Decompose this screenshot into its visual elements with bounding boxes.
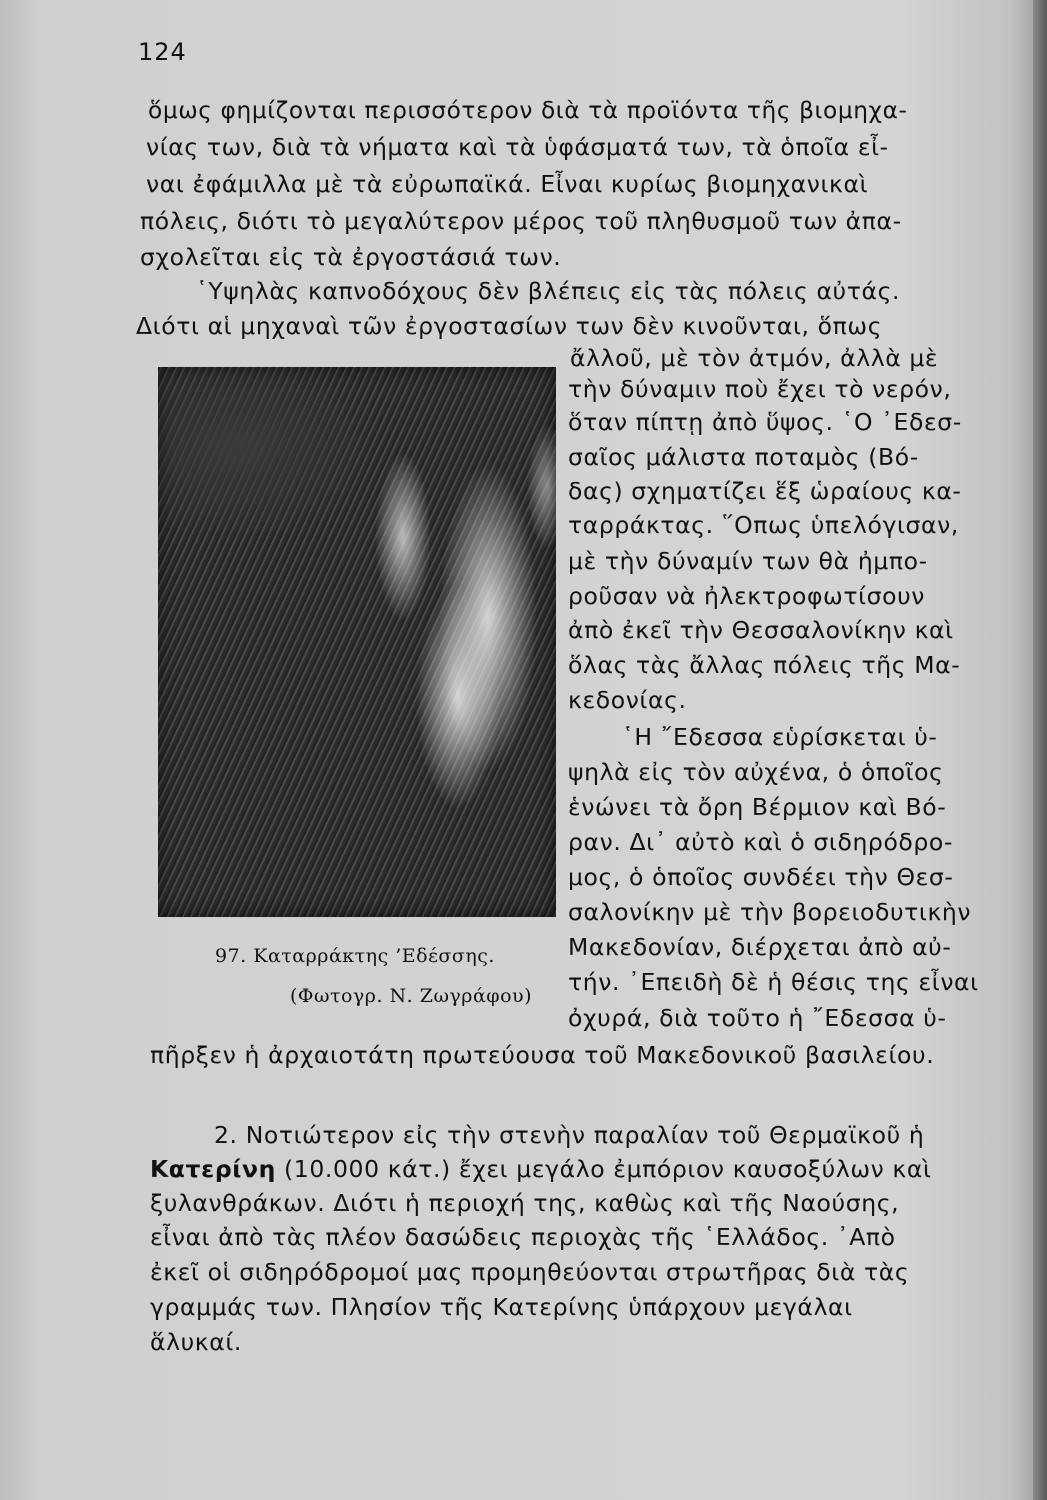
paragraph3-column-line: ῾Η ῎Εδεσσα εὑρίσκεται ὑ- (622, 723, 938, 751)
paragraph4-line-rest: (10.000 κάτ.) ἔχει μεγάλο ἐμπόριον καυσοξύλων καὶ (275, 1155, 932, 1183)
paragraph2-line: Διότι αἱ μηχαναὶ τῶν ἐργοστασίων των δὲν κινοῦνται, ὅπως (136, 312, 883, 340)
paragraph2-column-line: σαῖος μάλιστα ποταμὸς (Βό- (568, 443, 919, 471)
paragraph4-line: εἶναι ἀπὸ τὰς πλέον δασώδεις περιοχὰς τῆς ῾Ελλάδος. ᾿Απὸ (150, 1223, 896, 1251)
paragraph2-line: ῾Υψηλὰς καπνοδόχους δὲν βλέπεις εἰς τὰς πόλεις αὐτάς. (196, 277, 901, 305)
paragraph2-column-line: ἄλλοῦ, μὲ τὸν ἀτμόν, ἀλλὰ μὲ (570, 344, 939, 372)
place-name-bold: Κατερίνη (150, 1155, 276, 1183)
paragraph4-line: ξυλανθράκων. Διότι ἡ περιοχή της, καθὼς καὶ τῆς Ναούσης, (150, 1189, 900, 1217)
paragraph4-line (150, 1154, 932, 1184)
paragraph4-line: 2. Νοτιώτερον εἰς τὴν στενὴν παραλίαν τοῦ Θερμαϊκοῦ ἡ (214, 1121, 925, 1149)
paragraph2-column-line: ροῦσαν νὰ ἠλεκτροφωτίσουν (568, 582, 926, 610)
paragraph2-column-line: κεδονίας. (568, 686, 687, 714)
paragraph2-column-line: ταρράκτας. ῞Οπως ὑπελόγισαν, (568, 511, 959, 539)
paragraph4-line: ἅλυκαί. (150, 1328, 242, 1356)
paragraph2-column-line: μὲ τὴν δύναμίν των θὰ ἠμπο- (568, 547, 928, 575)
page-edge (1033, 0, 1047, 1500)
paragraph1-line: σχολεῖται εἰς τὰ ἐργοστάσιά των. (140, 243, 562, 271)
paragraph1-line: ναι ἐφάμιλλα μὲ τὰ εὐρωπαϊκά. Εἶναι κυρίως βιομηχανικαὶ (146, 170, 869, 198)
paragraph3-column-line: ἑνώνει τὰ ὄρη Βέρμιον καὶ Βό- (568, 793, 947, 821)
paragraph3-line: πῆρξεν ἡ ἀρχαιοτάτη πρωτεύουσα τοῦ Μακεδονικοῦ βασιλείου. (150, 1041, 935, 1069)
paragraph2-column-line: ἀπὸ ἐκεῖ τὴν Θεσσαλονίκην καὶ (568, 616, 954, 644)
waterfall-photo (158, 367, 556, 917)
paragraph2-column-line: ὅταν πίπτῃ ἀπὸ ὕψος. ῾Ο ᾿Εδεσ- (568, 408, 962, 436)
paragraph4-line: ἐκεῖ οἱ σιδηρόδρομοί μας προμηθεύονται στρωτῆρας διὰ τὰς (150, 1258, 910, 1286)
paragraph3-column-line: μος, ὁ ὁποῖος συνδέει τὴν Θεσ- (568, 863, 954, 891)
paragraph3-column-line: τήν. ᾿Επειδὴ δὲ ἡ θέσις της εἶναι (568, 968, 979, 996)
paragraph2-column-line: δας) σχηματίζει ἕξ ὡραίους κα- (568, 477, 962, 505)
paragraph1-line: ὅμως φημίζονται περισσότερον διὰ τὰ προϊόντα τῆς βιομηχα- (148, 96, 908, 124)
paragraph3-column-line: ραν. Δι᾿ αὐτὸ καὶ ὁ σιδηρόδρο- (568, 828, 953, 856)
paragraph2-column-line: τὴν δύναμιν ποὺ ἔχει τὸ νερόν, (568, 375, 952, 403)
paragraph1-line: νίας των, διὰ τὰ νήματα καὶ τὰ ὑφάσματά των, τὰ ὁποῖα εἶ- (146, 133, 889, 161)
paragraph2-column-line: ὅλας τὰς ἄλλας πόλεις τῆς Μα- (568, 651, 961, 679)
paragraph4-line: γραμμάς των. Πλησίον τῆς Κατερίνης ὑπάρχουν μεγάλαι (150, 1293, 853, 1321)
paragraph1-line: πόλεις, διότι τὸ μεγαλύτερον μέρος τοῦ πληθυσμοῦ των ἀπα- (140, 207, 902, 235)
paragraph3-column-line: σαλονίκην μὲ τὴν βορειοδυτικὴν (568, 898, 972, 926)
figure-credit: (Φωτογρ. Ν. Ζωγράφου) (290, 985, 532, 1007)
paragraph3-column-line: ψηλὰ εἰς τὸν αὐχένα, ὁ ὁποῖος (568, 758, 944, 786)
page-number: 124 (138, 38, 187, 66)
paragraph3-column-line: ὀχυρά, διὰ τοῦτο ἡ ῎Εδεσσα ὑ- (568, 1004, 947, 1032)
figure-caption: 97. Καταρράκτης ’Εδέσσης. (215, 945, 495, 967)
paragraph3-column-line: Μακεδονίαν, διέρχεται ἀπὸ αὐ- (568, 933, 952, 961)
